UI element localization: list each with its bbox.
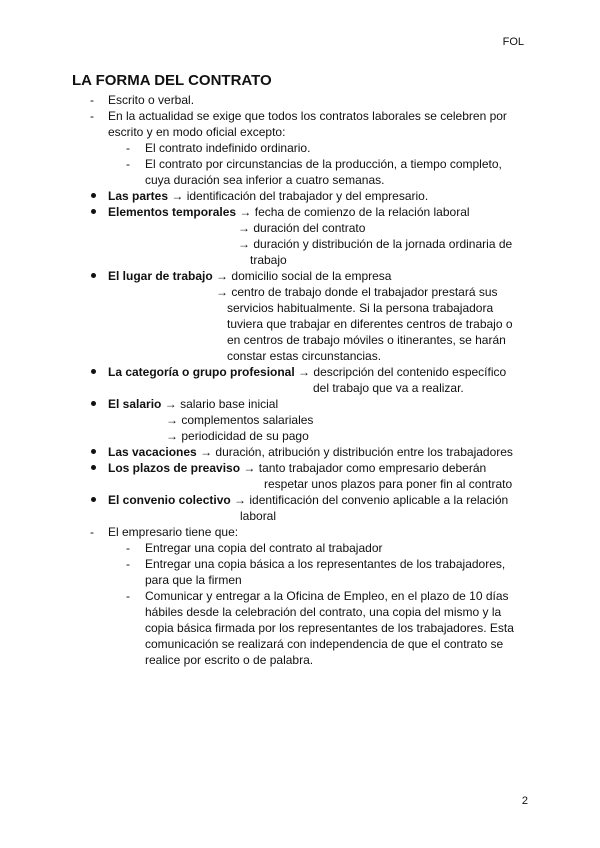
bullet-text: salario base inicial: [180, 397, 279, 411]
bullet-partes: [108, 188, 428, 204]
bullet-dot: [91, 401, 96, 406]
bullet-text: domicilio social de la empresa: [231, 269, 392, 283]
bullet-dot: [91, 449, 96, 454]
sub-text: constar estas circunstancias.: [227, 349, 382, 363]
sub-text: tuviera que trabajar en diferentes centros de trabajo o: [227, 317, 513, 331]
sub-line: [216, 284, 498, 300]
sub-text: complementos salariales: [181, 413, 314, 427]
sub-text: duración y distribución de la jornada ordinaria de: [253, 237, 513, 251]
empresario-item: comunicación se realizará con independencia de que el contrato se: [145, 637, 504, 651]
sub-text: centro de trabajo donde el trabajador prestará sus: [231, 285, 498, 299]
exception-item: cuya duración sea inferior a cuatro semanas.: [145, 173, 385, 187]
arrow: →: [216, 285, 228, 299]
dash-marker: -: [126, 589, 130, 603]
dash-marker: -: [126, 541, 130, 555]
intro-item-1: Escrito o verbal.: [108, 93, 195, 107]
dash-marker: -: [126, 157, 130, 171]
bullet-text: identificación del trabajador y del empresario.: [186, 189, 429, 203]
sub-line: [166, 428, 309, 444]
sub-text: laboral: [240, 509, 277, 523]
arrow: →: [243, 461, 256, 475]
sub-text: respetar unos plazos para poner fin al contrato: [264, 477, 513, 491]
arrow: →: [200, 445, 213, 459]
empresario-intro: El empresario tiene que:: [108, 525, 239, 539]
arrow: →: [166, 429, 178, 443]
arrow: →: [171, 189, 184, 203]
bullet-temporales: [108, 204, 470, 220]
empresario-item: copia básica firmada por los representantes de los trabajadores. Esta: [145, 621, 514, 635]
bullet-label: Las vacaciones: [108, 445, 197, 459]
empresario-item: para que la firmen: [145, 573, 242, 587]
exception-item: El contrato por circunstancias de la producción, a tiempo completo,: [145, 157, 502, 171]
dash-marker: -: [90, 109, 94, 123]
sub-text: duración del contrato: [253, 221, 366, 235]
bullet-label: La categoría o grupo profesional: [108, 365, 295, 379]
bullet-text: identificación del convenio aplicable a la relación: [249, 493, 509, 507]
sub-text: periodicidad de su pago: [181, 429, 309, 443]
page-number: 2: [521, 795, 528, 807]
page-title: LA FORMA DEL CONTRATO: [72, 72, 272, 89]
empresario-item: realice por escrito o de palabra.: [145, 653, 314, 667]
dash-marker: -: [126, 141, 130, 155]
bullet-salario: [108, 396, 278, 412]
dash-marker: -: [90, 93, 94, 107]
sub-line: [238, 236, 512, 252]
bullet-dot: [91, 497, 96, 502]
arrow: →: [166, 413, 178, 427]
bullet-label: El salario: [108, 397, 162, 411]
sub-line: [238, 220, 365, 236]
empresario-item: Entregar una copia del contrato al trabajador: [145, 541, 383, 555]
bullet-text: fecha de comienzo de la relación laboral: [254, 205, 470, 219]
arrow: →: [164, 397, 177, 411]
bullet-dot: [91, 273, 96, 278]
bullet-preaviso: [108, 460, 486, 476]
arrow: →: [238, 237, 250, 251]
sub-text: servicios habitualmente. Si la persona trabajadora: [227, 301, 494, 315]
bullet-dot: [91, 465, 96, 470]
bullet-label: Los plazos de preaviso: [108, 461, 241, 475]
intro-item-2-line: En la actualidad se exige que todos los contratos laborales se celebren por: [108, 109, 507, 123]
bullet-label: El lugar de trabajo: [108, 269, 213, 283]
bullet-text: duración, atribución y distribución entre los trabajadores: [215, 445, 513, 459]
bullet-dot: [91, 209, 96, 214]
empresario-item: Entregar una copia básica a los representantes de los trabajadores,: [145, 557, 506, 571]
bullet-label: Las partes: [108, 189, 169, 203]
bullet-vacaciones: [108, 444, 513, 460]
bullet-text: tanto trabajador como empresario deberán: [258, 461, 487, 475]
empresario-item: hábiles desde la celebración del contrato, una copia del mismo y la: [145, 605, 502, 619]
page-header: FOL: [502, 36, 524, 48]
bullet-label: Elementos temporales: [108, 205, 237, 219]
empresario-item: Comunicar y entregar a la Oficina de Empleo, en el plazo de 10 días: [145, 589, 509, 603]
bullet-text: descripción del contenido específico: [313, 365, 507, 379]
arrow: →: [239, 205, 252, 219]
bullet-dot: [91, 369, 96, 374]
sub-text: del trabajo que va a realizar.: [313, 381, 464, 395]
sub-text: en centros de trabajo móviles o itinerantes, se harán: [227, 333, 506, 347]
intro-item-2-line: escrito y en modo oficial excepto:: [108, 125, 286, 139]
arrow: →: [298, 365, 311, 379]
arrow: →: [234, 493, 247, 507]
sub-text: trabajo: [250, 253, 287, 267]
bullet-convenio: [108, 492, 508, 508]
dash-marker: -: [90, 525, 94, 539]
exception-item: El contrato indefinido ordinario.: [145, 141, 311, 155]
sub-line: [166, 412, 313, 428]
arrow: →: [216, 269, 229, 283]
bullet-dot: [91, 193, 96, 198]
dash-marker: -: [126, 557, 130, 571]
bullet-label: El convenio colectivo: [108, 493, 231, 507]
arrow: →: [238, 221, 250, 235]
bullet-categoria: [108, 364, 506, 380]
bullet-lugar: [108, 268, 391, 284]
